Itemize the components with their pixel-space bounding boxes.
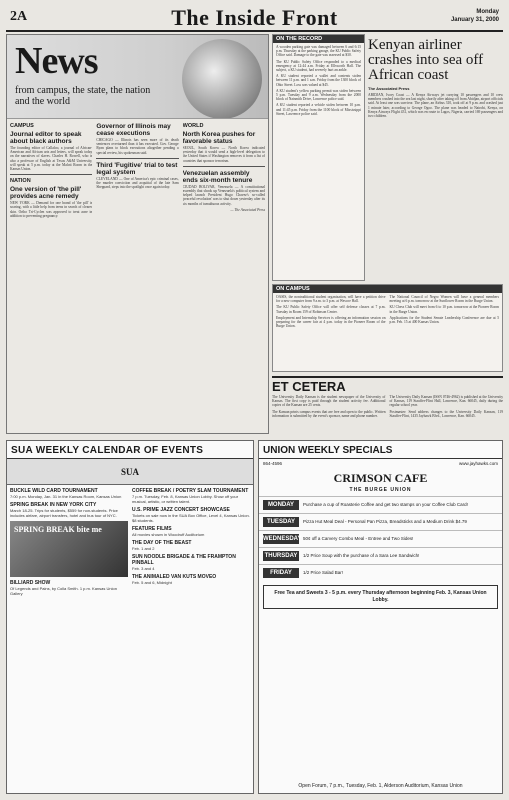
issue-date: Monday January 31, 2000	[450, 9, 499, 23]
news-column-1	[10, 121, 92, 430]
union-hours: Open Forum, 7 p.m., Tuesday, Feb. 1, Alderson Auditorium, Kansas Union	[298, 783, 463, 789]
event-item: THE DAY OF THE BEAST Feb. 1 and 2	[132, 540, 192, 551]
crimson-cafe-logo: CRIMSON CAFE	[333, 471, 428, 485]
section-label-world: WORLD	[182, 123, 204, 129]
news-banner	[7, 35, 268, 119]
record-heading: ON THE RECORD	[273, 35, 364, 43]
masthead	[6, 4, 503, 32]
event-item: BILLIARD SHOW Of Legends and Pains, by Colla Smith. 1 p.m. Kansas Union Gallery	[10, 580, 117, 596]
article-body: NEW YORK — Demand for one brand of 'the pill' is soaring, with a little help from teens in search of clearer skin. Ortho Tri-Cyclen was approved to treat acne in addition to preventing pregnancy.	[10, 201, 93, 218]
special-row: THURSDAY 1/2 Price Soup with the purchase of a Sara Lee Sandwich!	[259, 547, 502, 564]
campus-item: Applications for the Student Senate Leadership Conference are due at 5 p.m. Feb. 15 at 400 Kansas Union.	[389, 315, 499, 325]
kenya-body: ABIDJAN, Ivory Coast — A Kenya Airways jet carrying 10 passengers and 10 crew members crashed into the sea last night, shortly after taking off from Abidjan, airport officials said. At least one was survivor. The plane, an Airbus 310, took off at 9 p.m. and crashed just 1 minute later, according to George Ogoo. The plane was headed to Nairobi, Kenya, on Kenya Airways Flight 431, which was en route to Lagos, Nigeria, carried 169 passengers and two children.	[368, 93, 503, 119]
article-body: The founding editor of Callaloo, a journal of African-American and African arts and letters, will speak today on the narratives of slaves. Charles H. Rowell, who is also a professor of English at Texas A&M University, will speak at 5 p.m. today at the Malott Room in the Kansas Union.	[10, 146, 93, 172]
record-item: A KU student reported a vehicle stolen between 10 p.m. and 11:45 p.m. Friday from the 1100 block of Mississippi Street, Lawrence police said.	[276, 103, 361, 116]
event-item: FEATURE FILMS All movies shown in Woodruff Auditorium	[132, 526, 205, 537]
on-campus	[272, 284, 503, 372]
page-title: The Inside Front	[171, 5, 338, 30]
special-row: FRIDAY 1/2 Price Salad Bar!	[259, 564, 502, 581]
article-headline: North Korea pushes for favorable status	[182, 131, 256, 145]
campus-item: KU Chess Club will meet from 6 to 10 p.m. tomorrow at the Pioneer Room in the Burge Union.	[389, 305, 499, 314]
article-body: CHICAGO — Illinois has seen more of its death sentences overturned than it has executed. Gov. George Ryan plans to block executions altogether pending a special review, his spokesman said.	[96, 138, 179, 155]
special-row: TUESDAY Pizza Hut Meal Deal - Personal Pan Pizza, Breadsticks and a Medium Drink $4.79	[259, 513, 502, 530]
news-subtitle: from campus, the state, the nation and the world	[15, 85, 151, 107]
et-cetera	[272, 376, 503, 434]
news-column-2	[96, 121, 178, 430]
free-tea-notice: Free Tea and Sweets 3 - 5 p.m. every Thursday afternoon beginning Feb. 3, Kansas Union Lobby.	[263, 585, 498, 609]
burge-union-label: THE BURGE UNION	[349, 487, 412, 493]
event-item: U.S. PRIME JAZZ CONCERT SHOWCASE Tickets on sale now in the SUA Box Office, Level 4, Kansas Union. $8 students.	[132, 507, 250, 523]
page-number: 2A	[10, 9, 28, 24]
sua-calendar-ad	[6, 440, 254, 794]
event-item: SUN NOODLE BRIGADE & THE FRAMPTON PINBALL Feb. 3 and 4	[132, 554, 236, 571]
article-body: CLEVELAND — One of America's epic criminal cases, the murder conviction and acquittal of the late Sam Sheppard, steps into the spotlight once again today.	[96, 176, 179, 190]
etc-text: The University Daily Kansan (ISSN 0746-4962) is published at the University of Kansas, 119 Stauffer-Flint Hall, Lawrence, Kan. 66045, daily during the regular school year.	[389, 395, 503, 408]
union-phone: 864-4596	[263, 461, 283, 466]
kenya-byline: The Associated Press	[368, 86, 410, 91]
campus-item: OASIS, the nontraditional student organization, will have a petition drive for a new computer from 9 a.m. to 3 p.m. at Wescoe Hall.	[276, 295, 386, 304]
event-item: THE ANIMALED VAN KUTS MOVEO Feb. 5 and 6, Midnight	[132, 574, 217, 585]
event-item: BUCKLE WILD CARD TOURNAMENT 7:00 p.m. Monday, Jan. 31 in the Kansas Room, Kansas Union	[10, 488, 122, 499]
article-headline: One version of 'the pill' provides acne remedy	[10, 186, 82, 201]
union-title: UNION WEEKLY SPECIALS	[259, 441, 502, 459]
record-item: A KU student reported a wallet and contents stolen between 11 p.m. and 1 a.m. Friday from the 1300 block of Ohio Street. Loss was valued at $45.	[276, 74, 361, 87]
news-credit: — The Associated Press	[230, 207, 265, 212]
kenya-headline: Kenyan airliner crashes into sea off African coast	[368, 37, 484, 83]
article-headline: Third 'Fugitive' trial to test legal system	[96, 161, 178, 176]
article-headline: Governor of Illinois may cease executions	[96, 123, 171, 137]
section-label-nation: NATION	[10, 178, 31, 185]
etc-text: The Kansan prints campus events that are free and open to the public. Written information is submitted by the event's sponsor, name and phone number.	[272, 409, 386, 418]
kenya-article	[368, 34, 503, 281]
article-body: CIUDAD BOLIVAR, Venezuela — A constitutional assembly that shook up Venezuela's political system and helped launch President Hugo Chavez's so-called 'peaceful revolution' was to shut down yesterday after its six months of tumultuous activity.	[182, 184, 265, 206]
etc-text: Postmaster: Send address changes to the University Daily Kansan, 119 Stauffer-Flint, 1435 Jayhawk Blvd., Lawrence, Kan. 66045.	[389, 409, 503, 418]
record-item: A wooden parking gate was damaged between 6 and 6:15 p.m. Thursday at the parking garage, the KU Public Safety Office said. Damage to the gate was assessed at $30.	[276, 45, 361, 58]
campus-item: Employment and Internship Services is offering an information session on preparing for the career fair at 4 p.m. today in the Pioneer Room of the Burge Union.	[276, 315, 386, 329]
campus-heading: ON CAMPUS	[273, 285, 502, 293]
event-item: SPRING BREAK IN NEW YORK CITY March 18-25. Trips for students, $559 for non-students. Price includes airfare, airport transfers, hotel and bus tour of NYC.	[10, 502, 118, 518]
etc-text: The University Daily Kansan is the student newspaper of the University of Kansas. The first copy is paid through the student activity fee. Additional copies of the Kansan are 25 cents.	[272, 395, 386, 408]
on-the-record	[272, 34, 365, 281]
union-web: www.jayhawks.com	[458, 461, 498, 466]
special-row: MONDAY Purchase a cup of Roasterie Coffee and get two stamps on your Coffee Club Card!	[259, 496, 502, 513]
sua-title: SUA WEEKLY CALENDAR OF EVENTS	[7, 441, 253, 459]
campus-item: The National Council of Negro Women will have a general members meeting at 6 p.m. tomorrow at the Sunflower Room in the Burge Union.	[389, 295, 499, 304]
globe-image	[182, 39, 262, 119]
article-headline: Journal editor to speak about black authors	[10, 131, 82, 145]
section-label-campus: CAMPUS	[10, 123, 34, 129]
sua-logo: SUA	[7, 459, 253, 485]
campus-item: The KU Public Safety Office will offer self defense classes at 7 p.m. Tuesday in Room 159 of Robinson Center.	[276, 305, 386, 314]
event-item: COFFEE BREAK / POETRY SLAM TOURNAMENT 7 p.m. Tuesday, Feb. 8, Kansas Union Lobby. Show off your musical, artistic, or written talent.	[132, 488, 249, 504]
news-section	[6, 34, 269, 434]
spring-break-photo: SPRING BREAK bite me	[10, 521, 128, 577]
article-body: SEOUL, South Korea — North Korea indicated yesterday that it would send a high-level delegation to the United States if Washington removes it from a list of countries that sponsor terrorism.	[182, 146, 265, 163]
record-item: A KU student's yellow parking permit was stolen between 5 p.m. Tuesday and 9 a.m. Wednesday from the 2000 block of Naismith Drive, Lawrence police said.	[276, 88, 361, 102]
article-headline: Venezuelan assembly ends six-month tenure	[182, 169, 253, 184]
record-item: The KU Public Safety Office responded to a medical emergency at 12:44 a.m. Friday at Ellsworth Hall. The subject, a KU student, had severely hurt an ankle.	[276, 59, 361, 73]
news-column-3	[183, 121, 265, 430]
special-row: WEDNESDAY 50¢ off a Carvery Combo Meal - Entree and Two Sides!	[259, 530, 502, 547]
news-word: News	[15, 40, 98, 82]
etc-title: ET CETERA	[272, 376, 503, 394]
union-specials-ad	[258, 440, 503, 794]
